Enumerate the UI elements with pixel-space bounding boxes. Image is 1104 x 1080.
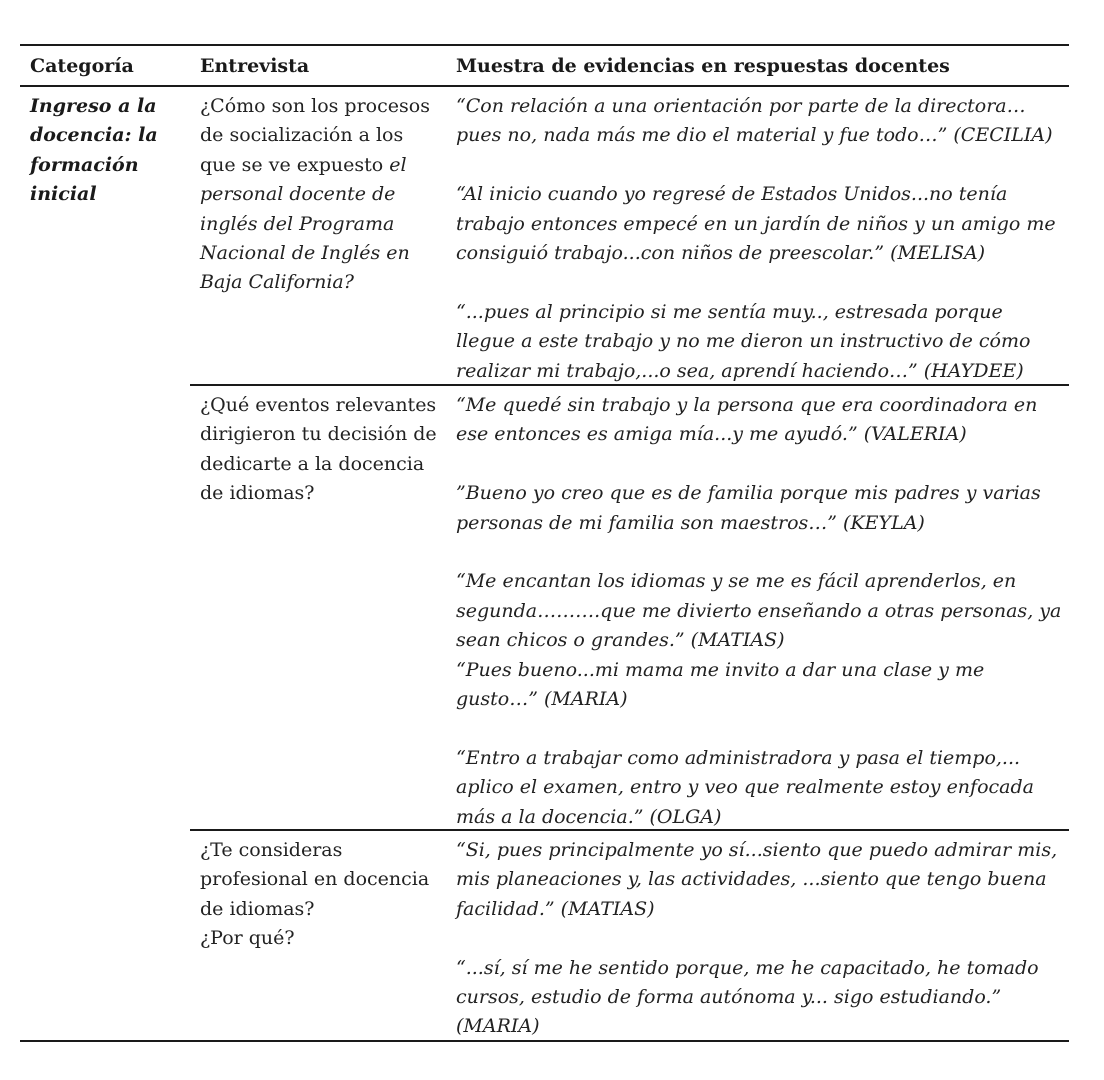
interview-question xyxy=(190,391,446,827)
table-row xyxy=(190,87,1069,384)
quote: “...sí, sí me he sentido porque, me he capacitado, he tomado cursos, estudio de forma autónoma y... sigo estudiando.” (MARIA) xyxy=(456,956,1039,1038)
table-row xyxy=(190,829,1069,1040)
table-row xyxy=(190,384,1069,829)
quote: “Al inicio cuando yo regresé de Estados Unidos...no tenía trabajo entonces empecé en un jardín de niños y un amigo me consiguió trabajo...con niños de preescolar.” (MELISA) xyxy=(456,183,1056,265)
category-cell: Ingreso a la docencia: la formación inicial xyxy=(30,95,158,206)
header-muestra: Muestra de evidencias en respuestas docentes xyxy=(456,54,950,77)
table-body xyxy=(20,87,1069,1040)
interview-question xyxy=(190,836,446,1038)
header-entrevista: Entrevista xyxy=(200,54,310,77)
quote: ”Bueno yo creo que es de familia porque mis padres y varias personas de mi familia son maestros…” (KEYLA) xyxy=(456,482,1041,534)
quote: “...pues al principio si me sentía muy.., estresada porque llegue a este trabajo y no me dieron un instructivo de cómo realizar mi trabajo,...o sea, aprendí haciendo…” (HAYDEE) xyxy=(456,300,1031,382)
evidence-quotes xyxy=(446,92,1069,382)
quote: “Me encantan los idiomas y se me es fácil aprenderlos, en segunda……….que me divierto enseñando a otras personas, ya sean chicos o grandes.” (MATIAS) xyxy=(456,570,1062,652)
question-text: ¿Te consideras profesional en docencia de idiomas? xyxy=(200,839,430,920)
question-text-line2: ¿Por qué? xyxy=(200,927,295,950)
quote: “Con relación a una orientación por parte de la directora… pues no, nada más me dio el material y fue todo…” (CECILIA) xyxy=(456,95,1053,147)
question-rows xyxy=(190,87,1069,1040)
question-text: ¿Cómo son los procesos de socialización a los que se ve expuesto xyxy=(200,95,430,176)
quote: “Me quedé sin trabajo y la persona que era coordinadora en ese entonces es amiga mía...y me ayudó.” (VALERIA) xyxy=(456,394,1038,446)
quote: “Si, pues principalmente yo sí...siento que puedo admirar mis, mis planeaciones y, las actividades, ...siento que tengo buena facilidad.” (MATIAS) xyxy=(456,839,1058,920)
evidence-quotes xyxy=(446,391,1069,827)
question-text-italic: el personal docente de inglés del Programa Nacional de Inglés en Baja California? xyxy=(200,153,410,294)
question-text: ¿Qué eventos relevantes dirigieron tu decisión de dedicarte a la docencia de idiomas? xyxy=(200,394,437,505)
interview-question xyxy=(190,92,446,382)
evidence-quotes xyxy=(446,836,1069,1038)
evidence-table xyxy=(20,44,1069,1042)
table-header-row xyxy=(20,46,1069,87)
header-categoria: Categoría xyxy=(30,54,134,77)
quote: “Pues bueno...mi mama me invito a dar una clase y me gusto…” (MARIA) xyxy=(456,658,985,711)
quote: “Entro a trabajar como administradora y pasa el tiempo,... aplico el examen, entro y veo que realmente estoy enfocada más a la docencia.” (OLGA) xyxy=(456,746,1034,828)
